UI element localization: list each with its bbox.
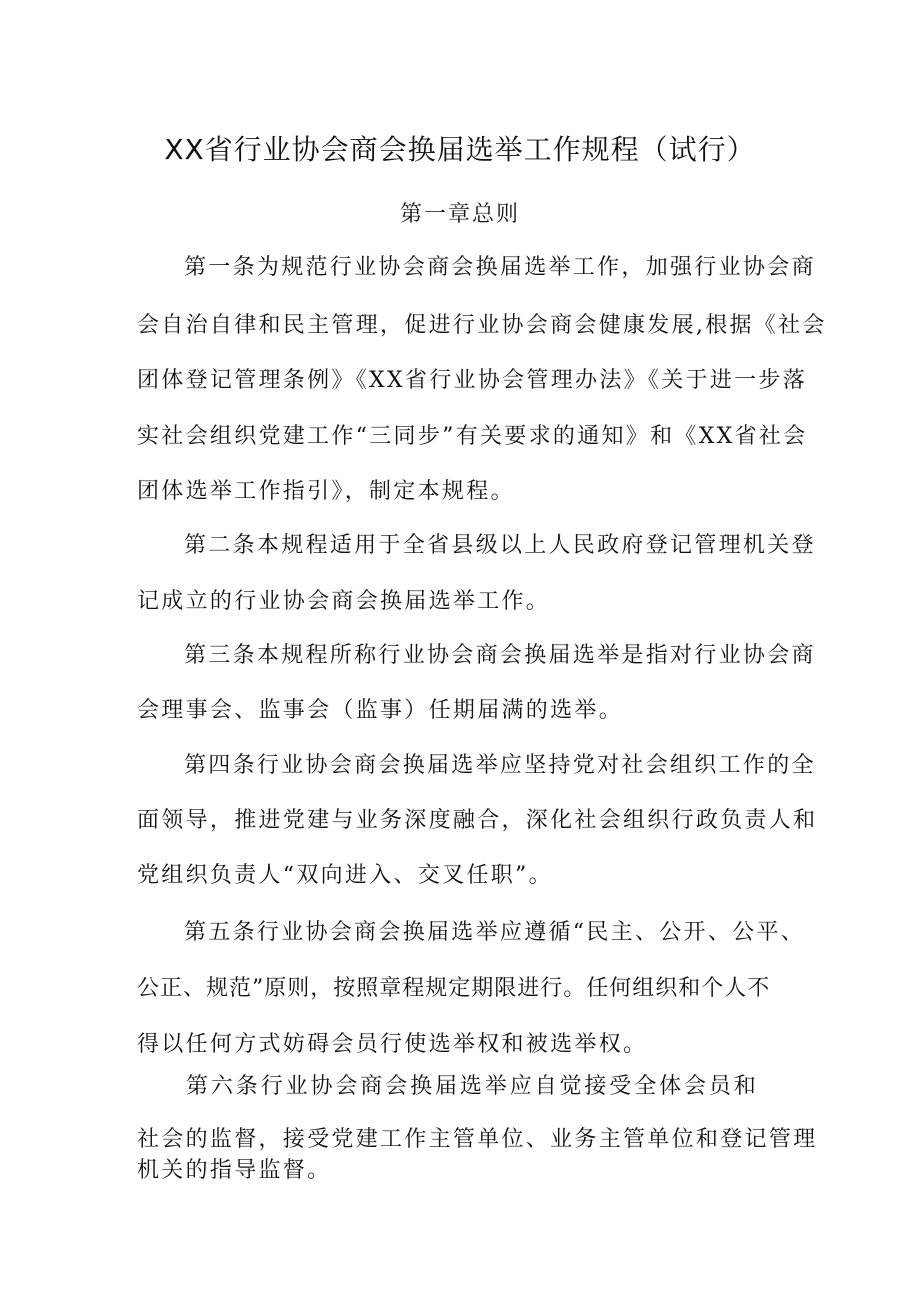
article-1-line-1: 第一条为规范行业协会商会换届选举工作，加强行业协会商 xyxy=(184,255,816,280)
article-1-line-4: 实社会组织党建工作“三同步”有关要求的通知》和《XX省社会 xyxy=(137,424,808,449)
article-1-line-5: 团体选举工作指引》，制定本规程。 xyxy=(137,479,515,504)
article-6-line-2: 社会的监督，接受党建工作主管单位、业务主管单位和登记管理 xyxy=(137,1127,818,1152)
article-6-line-1: 第六条行业协会商会换届选举应自觉接受全体会员和 xyxy=(186,1074,759,1099)
chapter-heading: 第一章总则 xyxy=(399,202,520,227)
article-4-line-2: 面领导，推进党建与业务深度融合，深化社会组织行政负责人和 xyxy=(137,808,818,833)
article-1-line-3: 团体登记管理条例》《XX省行业协会管理办法》《关于进一步落 xyxy=(137,368,808,393)
article-5-line-3: 得以任何方式妨碍会员行使选举权和被选举权。 xyxy=(137,1032,648,1057)
article-3-line-1: 第三条本规程所称行业协会商会换届选举是指对行业协会商 xyxy=(184,643,816,668)
article-1-line-2: 会自治自律和民主管理，促进行业协会商会健康发展,根据《社会 xyxy=(137,313,827,338)
document-title: XX省行业协会商会换届选举工作规程（试行） xyxy=(164,133,756,166)
article-4-line-3: 党组织负责人“双向进入、交叉任职”。 xyxy=(137,863,553,888)
article-4-line-1: 第四条行业协会商会换届选举应坚持党对社会组织工作的全 xyxy=(184,753,816,778)
article-3-line-2: 会理事会、监事会（监事）任期届满的选举。 xyxy=(137,698,624,723)
article-2-line-1: 第二条本规程适用于全省县级以上人民政府登记管理机关登 xyxy=(184,533,816,558)
article-2-line-2: 记成立的行业协会商会换届选举工作。 xyxy=(137,589,551,614)
article-6-line-3: 机关的指导监督。 xyxy=(137,1158,332,1183)
article-5-line-1: 第五条行业协会商会换届选举应遵循“民主、公开、公平、 xyxy=(184,920,806,945)
article-5-line-2: 公正、规范”原则，按照章程规定期限进行。任何组织和个人不 xyxy=(137,976,771,1001)
